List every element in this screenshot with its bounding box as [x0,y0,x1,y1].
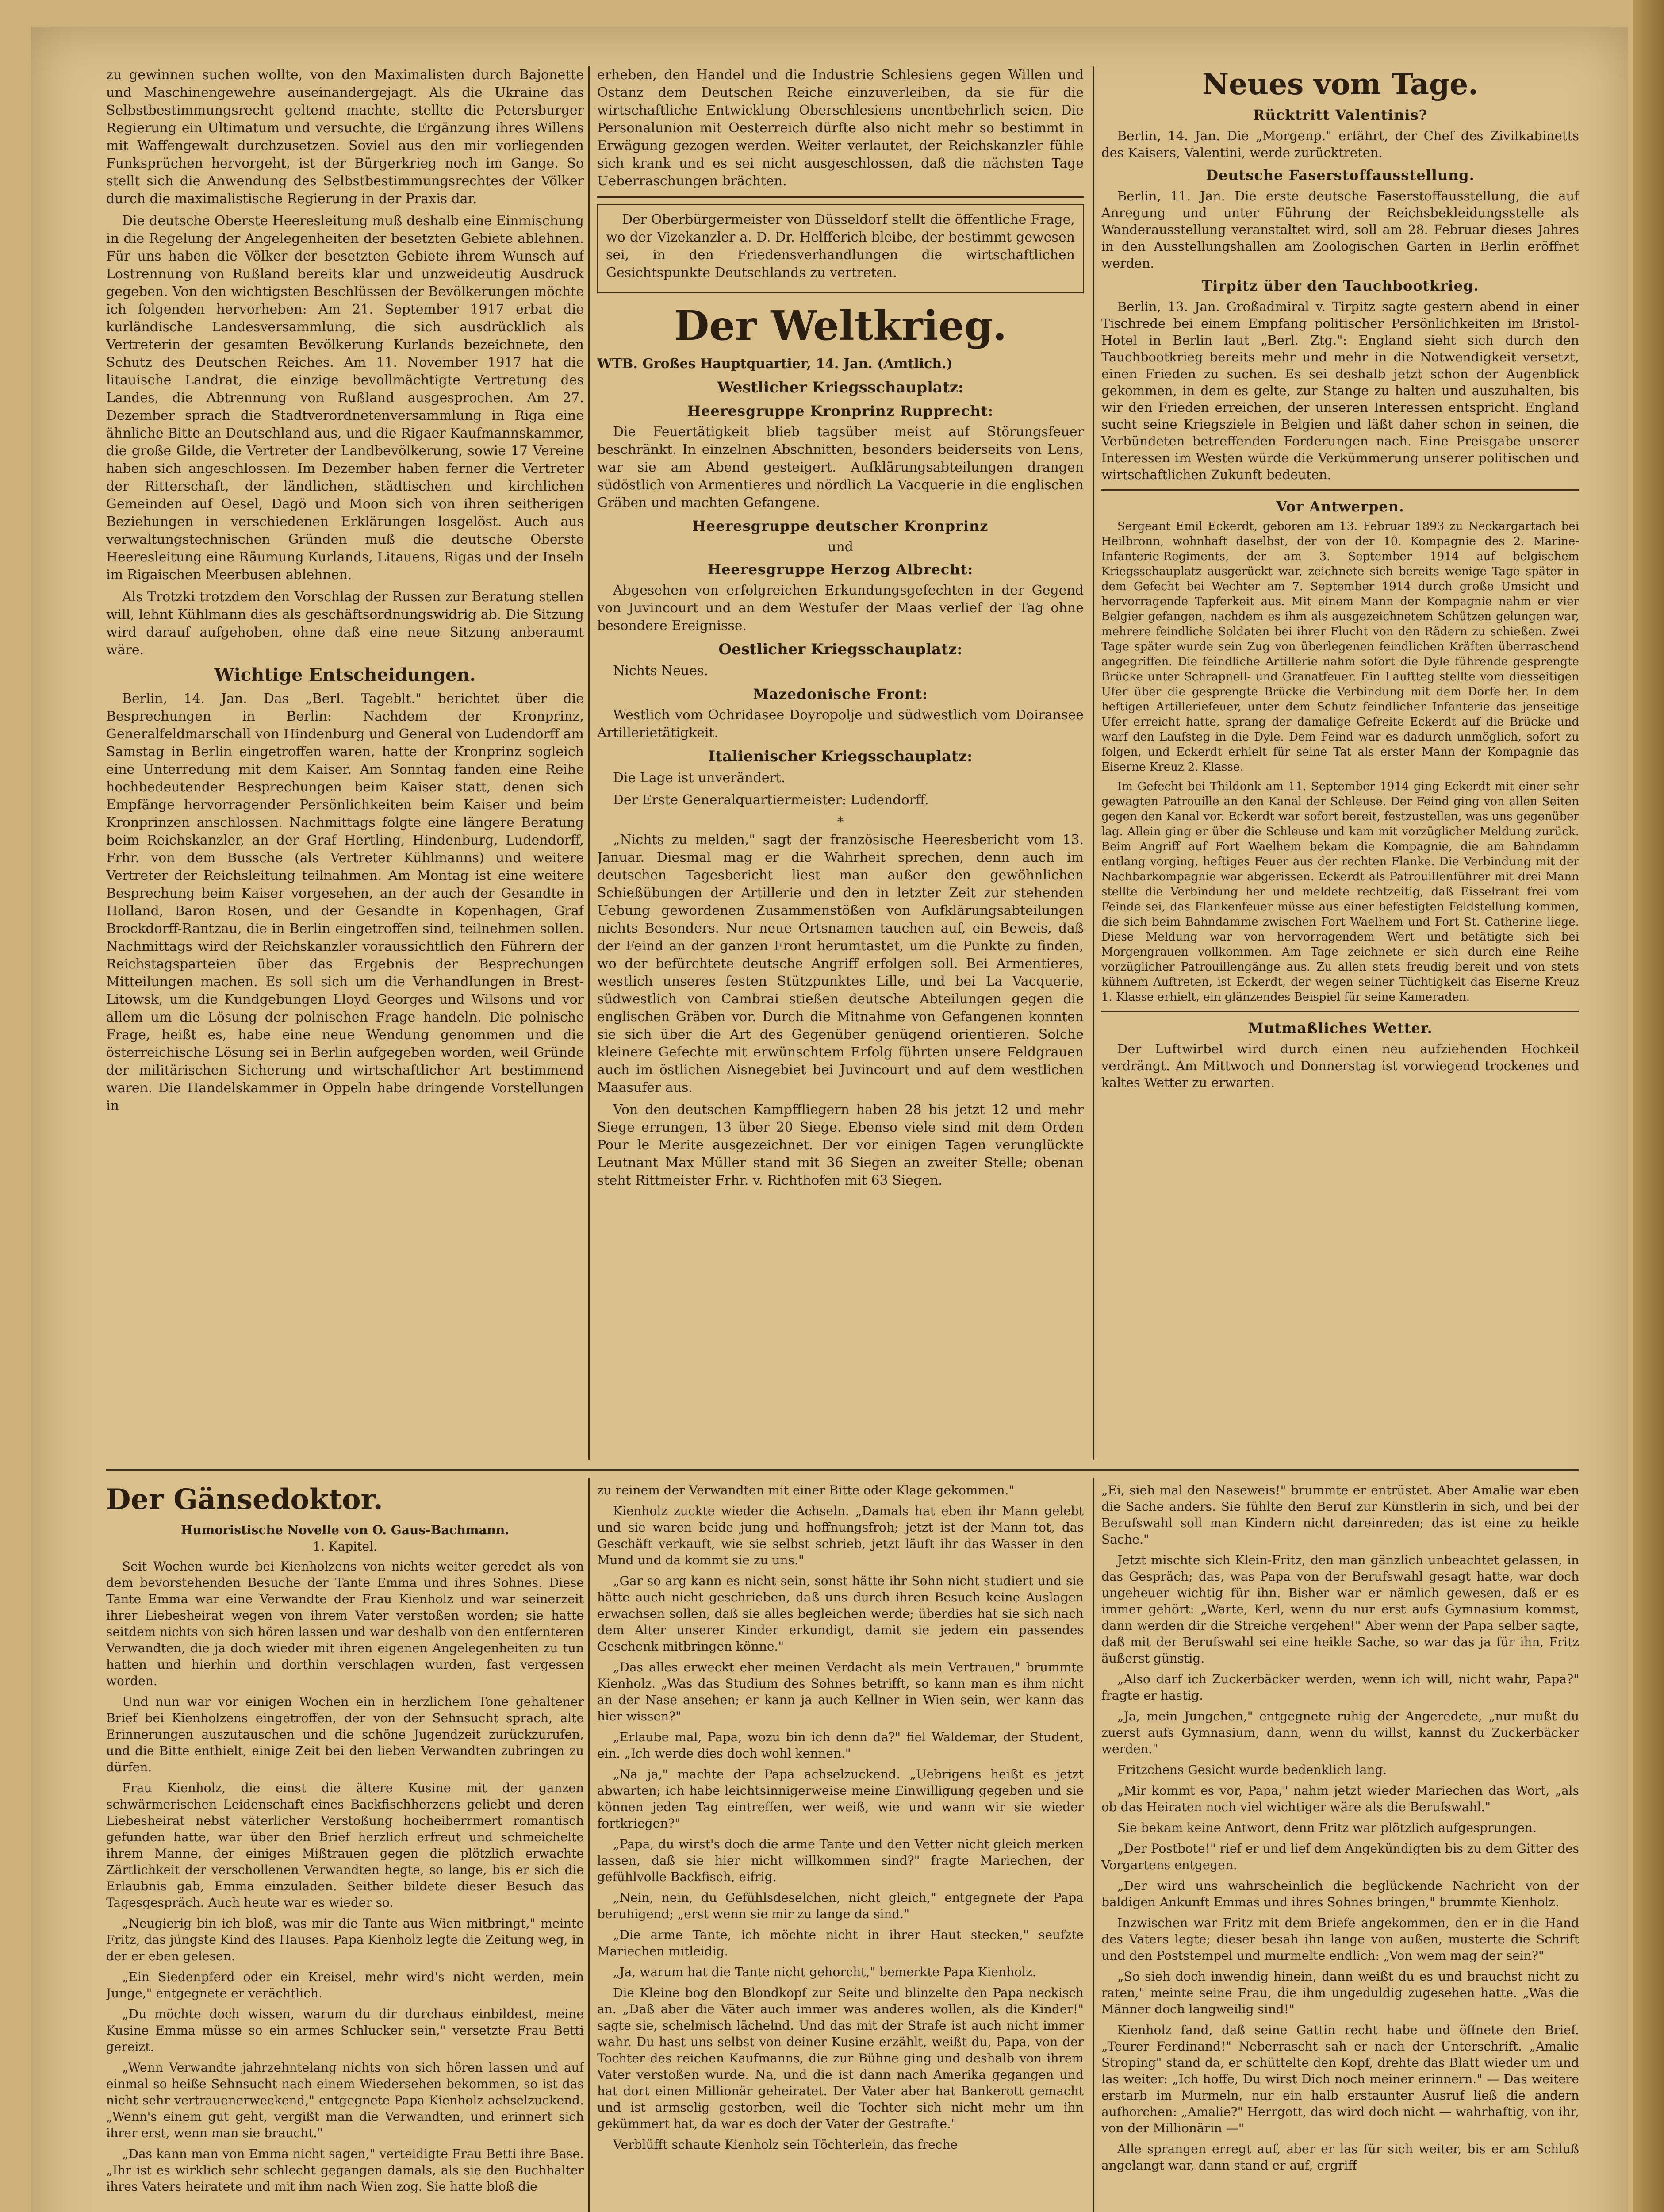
column-divider [1093,66,1094,1460]
rule [1101,1011,1579,1012]
article-heading: Tirpitz über den Tauchbootkrieg. [1201,277,1479,294]
paragraph: Kienholz zuckte wieder die Achseln. „Damals hat eben ihr Mann gelebt und sie waren beide jung und hoffnungsfroh; jetzt ist der Mann tot, das Geschäft verkauft, wie sie selbst schrieb, jetzt läuft ihr das Wasser in den Mund und da kommt sie zu uns." [597,1504,1084,1567]
paragraph: „So sieh doch inwendig hinein, dann weißt du es und brauchst nicht zu raten," meinte seine Frau, die ihm ungeduldig zugesehen hatte. „Was die Männer doch langweilig sind!" [1101,1969,1579,2016]
rule [1101,489,1579,491]
weltkrieg-title: Der Weltkrieg. [674,302,1007,349]
paragraph: Der Luftwirbel wird durch einen neu aufziehenden Hochkeil verdrängt. Am Mittwoch und Donnerstag ist vorwiegend trockenes und kaltes Wetter zu erwarten. [1101,1041,1579,1090]
paragraph: „Ja, mein Jungchen," entgegnete ruhig der Angeredete, „nur mußt du zuerst aufs Gymnasium, dann, wenn du willst, kannst du Zuckerbäcker werden." [1101,1709,1579,1756]
army-group-heading: Heeresgruppe Herzog Albrecht: [707,561,974,578]
column-divider [588,66,590,1460]
paragraph: Berlin, 14. Jan. Das „Berl. Tageblt." berichtet über die Besprechungen in Berlin: Nachdem der Kronprinz, Generalfeldmarschall von Hindenburg und General von Ludendorff am Samstag in Berlin eingetroffen waren, hatte der Kronprinz sogleich eine Unterredung mit dem Kaiser. Am Sonntag fanden eine Reihe hochbedeutender Besprechungen beim Kaiser statt, denen sich Empfänge hervorragender Persönlichkeiten beim Kaiser und beim Kronprinzen anschlossen. Nachmittags folgte eine längere Beratung beim Reichskanzler, an der Graf Hertling, Hindenburg, Ludendorff, Frhr. von dem Bussche (als Vertreter Kühlmanns) und weitere Vertreter der Reichsleitung teilnahmen. Am Montag ist eine weitere Besprechung beim Kaiser vorgesehen, an der auch der Gesandte in Holland, Baron Rosen, und der Gesandte in Kopenhagen, Graf Brockdorff-Rantzau, die in Berlin eingetroffen sind, teilnehmen sollen. Nachmittags wird der Reichskanzler voraussichtlich den Führern der Reichstagsparteien über das Ergebnis der Besprechungen Mitteilungen machen. Es soll sich um die Verhandlungen in Brest-Litowsk, um die Kundgebungen Lloyd Georges und Wilsons und vor allem um die Lösung der polnischen Frage handeln. Die polnische Frage, heißt es, habe eine neue Wendung genommen und die österreichische Lösung sei in Berlin aufgegeben worden, weil Gründe der militärischen Sicherung und wirtschaftlicher Art bestimmend waren. Die Handelskammer in Oppeln habe dringende Vorstellungen in [106,691,584,1114]
front-heading: Westlicher Kriegsschauplatz: [717,379,964,396]
paragraph: Und nun war vor einigen Wochen ein in herzlichem Tone gehaltener Brief bei Kienholzens eingetroffen, der von der Sehnsucht sprach, alte Erinnerungen auszutauschen und die schöne Jugendzeit zurückzurufen, und die Bitte enthielt, einige Zeit bei den lieben Verwandten zubringen zu dürfen. [106,1694,584,1774]
paragraph: „Gar so arg kann es nicht sein, sonst hätte ihr Sohn nicht studiert und sie hätte auch nicht geschrieben, daß uns durch ihren Besuch keine Auslagen erwachsen sollen, daß sie alles begleichen werde; überdies hat sie sich nach dem Alter unserer Kinder erkundigt, damit sie jedem ein passendes Geschenk mitbringen könne." [597,1574,1084,1654]
paragraph: „Mir kommt es vor, Papa," nahm jetzt wieder Mariechen das Wort, „als ob das Heiraten noch viel wichtiger wäre als die Berufswahl." [1101,1783,1579,1814]
signature: Der Erste Generalquartiermeister: Ludendorff. [613,792,929,808]
paragraph: Berlin, 14. Jan. Die „Morgenp." erfährt, der Chef des Zivilkabinetts des Kaisers, Valentini, werde zurücktreten. [1101,128,1579,160]
paragraph: Kienholz fand, daß seine Gattin recht habe und öffnete den Brief. „Teurer Ferdinand!" Neberrascht sah er nach der Unterschrift. „Amalie Stroping" stand da, er schüttelte den Kopf, drehte das Blatt wieder um und las weiter: „Ich hoffe, Du wirst Dich noch meiner erinnern." — Das weitere erstarb im Murmeln, nur ein halb erstaunter Ausruf ließ die andern aufhorchen: „Amalie?" Herrgott, das wird doch nicht — wahrhaftig, von ihr, von der Millionärin —" [1101,2023,1579,2135]
army-group-heading: Heeresgruppe Kronprinz Rupprecht: [687,403,994,419]
paragraph: Berlin, 11. Jan. Die erste deutsche Faserstoffausstellung, die auf Anregung und unter Führung der Reichsbekleidungsstelle als Wanderausstellung veranstaltet wird, soll am 28. Februar dieses Jahres in den Ausstellungshallen am Zoologischen Garten in Berlin eröffnet werden. [1101,188,1579,271]
novel-column-3 [1101,1482,1579,2212]
paragraph: Berlin, 13. Jan. Großadmiral v. Tirpitz sagte gestern abend in einer Tischrede bei einem Empfang politischer Persönlichkeiten im Bristol-Hotel in Berlin laut „Berl. Ztg.": England sieht sich durch den Tauchbootkrieg bereits mehr und mehr in die Notwendigkeit versetzt, einen Frieden zu suchen. Es sei deshalb jetzt schon der Augenblick gekommen, in dem es gelte, zur Stange zu halten und auszuhalten, bis wir den Frieden erreichen, der unseren Interessen entspricht. England sucht seine Kriegsziele in Belgien und läßt daher schon in seinen, die Verbündeten betreffenden Forderungen nach. Eine Preisgabe unserer Interessen im Westen würde die Verkümmerung unserer politischen und wirtschaftlichen Zukunft bedeuten. [1101,299,1579,482]
paragraph: Die Kleine bog den Blondkopf zur Seite und blinzelte den Papa neckisch an. „Daß aber die Väter auch immer was anderes wollen, als die Kinder!" sagte sie, schelmisch lächelnd. Und das mit der Strafe ist auch nicht immer wahr. Du hast uns selbst von deiner Kusine erzählt, weißt du, Papa, von der Tochter des reichen Kaufmanns, die zur Bühne ging und deshalb von ihrem Vater verstoßen wurde. Na, und die ist dann nach Amerika gegangen und hat dort einen Millionär geheiratet. Der Vater aber hat Bankerott gemacht und ist armselig gestorben, weil die Tochter sich nicht mehr um ihn gekümmert hat, da war es doch der Vater der Gestrafte." [597,1985,1084,2131]
novel-byline: Humoristische Novelle von O. Gaus-Bachmann. [180,1523,510,1537]
section-heading: Wichtige Entscheidungen. [214,664,476,685]
dateline: WTB. Großes Hauptquartier, 14. Jan. (Amtlich.) [597,356,953,372]
paragraph: „Der wird uns wahrscheinlich die beglückende Nachricht von der baldigen Ankunft Emmas und ihres Sohnes bringen," brummte Kienholz. [1101,1878,1579,1909]
novel-column-1 [106,1482,584,2212]
notice-box [597,204,1084,293]
paragraph: Die Lage ist unverändert. [613,770,786,786]
paragraph: Jetzt mischte sich Klein-Fritz, den man gänzlich unbeachtet gelassen, in das Gespräch; das, was Papa von der Berufswahl gesagt hatte, war doch ungeheuer wichtig für ihn. Bisher war er nämlich gewesen, daß er es immer gehört: „Warte, Kerl, wenn du nur erst aufs Gymnasium kommst, dann werden dir die Streiche vergehen!" Aber wenn der Papa selber sagte, daß mit der Berufswahl sei eine heikle Sache, so war das ja für ihn, Fritz äußerst günstig. [1101,1553,1579,1666]
paragraph: „Na ja," machte der Papa achselzuckend. „Uebrigens heißt es jetzt abwarten; ich habe leichtsinnigerweise meine Einwilligung gegeben und sie können jeden Tag eintreffen, wer weiß, wie und wann wir sie wieder fortkriegen?" [597,1767,1084,1831]
paragraph: „Erlaube mal, Papa, wozu bin ich denn da?" fiel Waldemar, der Student, ein. „Ich werde dies doch wohl kennen." [597,1730,1084,1761]
paragraph: zu reinem der Verwandten mit einer Bitte oder Klage gekommen." [597,1483,1015,1498]
paragraph: Verblüfft schaute Kienholz sein Töchterlein, das freche [613,2137,958,2152]
paragraph: „Neugierig bin ich bloß, was mir die Tante aus Wien mitbringt," meinte Fritz, das jüngste Kind des Hauses. Papa Kienholz legte die Zeitung weg, in der er eben gelesen. [106,1916,584,1963]
paragraph: Abgesehen von erfolgreichen Erkundungsgefechten in der Gegend von Juvincourt und an dem Westufer der Maas verlief der Tag ohne besondere Ereignisse. [597,583,1084,634]
separator-star: * [837,814,844,830]
paragraph: „Die arme Tante, ich möchte nicht in ihrer Haut stecken," seufzte Mariechen mitleidig. [597,1928,1084,1959]
paragraph: „Das alles erweckt eher meinen Verdacht als mein Vertrauen," brummte Kienholz. „Was das Studium des Sohnes betrifft, so kann man es ihm nicht an der Nase ansehen; er kann ja auch Kellner in Wien sein, wer kann das hier wissen?" [597,1660,1084,1724]
front-heading: Mazedonische Front: [753,686,928,703]
paragraph: „Der Postbote!" rief er und lief dem Angekündigten bis zu dem Gitter des Vorgartens entgegen. [1101,1841,1579,1872]
top-column-1 [106,66,584,1442]
page-edge [1633,0,1664,2212]
paragraph: Als Trotzki trotzdem den Vorschlag der Russen zur Beratung stellen will, lehnt Kühlmann dies als geschäftsordnungswidrig ab. Die Sitzung wird darauf aufgehoben, ohne daß eine neue Sitzung anberaumt wäre. [106,589,584,658]
top-column-3 [1101,66,1579,1460]
paragraph: Von den deutschen Kampffliegern haben 28 bis jetzt 12 und mehr Siege errungen, 13 über 20 Siege. Ebenso viele sind mit dem Orden Pour le Merite ausgezeichnet. Der vor einigen Tagen verunglückte Leutnant Max Müller stand mit 36 Siegen an zweiter Stelle; obenan steht Rittmeister Frhr. v. Richthofen mit 63 Siegen. [597,1102,1084,1188]
paragraph: „Nichts zu melden," sagt der französische Heeresbericht vom 13. Januar. Diesmal mag er die Wahrheit sprechen, denn auch im deutschen Tagesbericht liest man außer den gewöhnlichen Schießübungen der Artillerie und den in letzter Zeit zur stehenden Uebung gewordenen Zusammenstößen von Aufklärungsabteilungen nichts Besonders. Nur neue Ortsnamen tauchen auf, ein Beweis, daß der Feind an der ganzen Front herumtastet, um die Punkte zu finden, wo der befürchtete deutsche Angriff erfolgen soll. Bei Armentieres, westlich unseres festen Stützpunktes Lille, und bei La Vacquerie, südwestlich von Cambrai stießen deutsche Abteilungen gegen die englischen Gräben vor. Durch die Mitnahme von Gefangenen konnten sie sich über die Art des Gegenüber genügend orientieren. Solche kleinere Gefechte mit erwünschtem Erfolg führten unsere Feldgrauen auch im östlichen Aisnegebiet bei Juvincourt und auf dem westlichen Maasufer aus. [597,832,1084,1095]
paragraph: Die Feuertätigkeit blieb tagsüber meist auf Störungsfeuer beschränkt. In einzelnen Abschnitten, besonders beiderseits von Lens, war sie am Abend gesteigert. Aufklärungsabteilungen drangen südöstlich von Armentieres und nördlich La Vacquerie in die englischen Gräben und machten Gefangene. [597,424,1084,511]
conjunction: und [828,539,853,555]
top-column-2 [597,66,1084,1460]
army-group-heading: Heeresgruppe deutscher Kronprinz [692,518,989,534]
paragraph: Frau Kienholz, die einst die ältere Kusine mit der ganzen schwärmerischen Leidenschaft eines Backfischherzens geliebt und deren Liebesheirat nebst väterlicher Verstoßung hocheiberrmert romantisch gefunden hatte, war über den Brief herzlich erfreut und schmeichelte ihrem Manne, der einiges Mißtrauen gegen die plötzlich erwachte Zärtlichkeit der verschollenen Verwandten hegte, so lange, bis er sich die Erlaubnis gab, Emma einzuladen. Seither bildete dieser Besuch das Tagesgespräch. Auch heute war es wieder so. [106,1781,584,1910]
front-heading: Oestlicher Kriegsschauplatz: [718,641,962,658]
paragraph: „Du möchte doch wissen, warum du dir durchaus einbildest, meine Kusine Emma müsse so ein armes Schlucker sein," versetzte Frau Betti gereizt. [106,2007,584,2054]
paragraph: Sergeant Emil Eckerdt, geboren am 13. Februar 1893 zu Neckargartach bei Heilbronn, wohnhaft daselbst, der von der 10. Kompagnie des 2. Marine-Infanterie-Regiments, der am 3. September 1914 auf belgischem Kriegsschauplatz ausgerückt war, zeichnete sich bereits wenige Tage später in dem Gefecht bei Wechter am 7. September 1914 durch große Umsicht und hervorragende Tapferkeit aus. Mit einem Mann der Kompagnie nahm er vier Belgier gefangen, nachdem es ihm als ausgezeichnetem Schützen gelungen war, mehrere feindliche Soldaten bei ihrer Flucht von den Rädern zu schießen. Zwei Tage später wurde sein Zug von überlegenen feindlichen Kräften überraschend angegriffen. Die feindliche Artillerie nahm sofort die Dyle führende gesprengte Brücke unter Schrapnell- und Granatfeuer. Ein Lauftteg stellte vom diesseitigen Ufer über die gesprengte Brücke die Verbindung mit dem Dorfe her. In dem heftigen Artilleriefeuer, unter dem Schutz feindlicher Infanterie das jenseitige Ufer erreicht hatte, sprang der damalige Gefreite Eckerdt auf die Brücke und warf den Laufsteg in die Dyle. Dem Feind war es dadurch unmöglich, sofort zu folgen, und Eckerdt erhielt für seine Tat als erster Mann der Kompagnie das Eiserne Kreuz 2. Klasse. [1101,520,1579,774]
novel-title: Der Gänsedoktor. [106,1483,383,1516]
paragraph: Sie bekam keine Antwort, denn Fritz war plötzlich aufgesprungen. [1117,1820,1537,1835]
front-heading: Italienischer Kriegsschauplatz: [708,748,973,765]
paragraph: Alle sprangen erregt auf, aber er las für sich weiter, bis er am Schluß angelangt war, dann stand er auf, ergriff [1101,2142,1579,2173]
paragraph: „Ja, warum hat die Tante nicht gehorcht," bemerkte Papa Kienholz. [613,1965,1036,1979]
section-divider [106,1469,1579,1471]
novel-chapter: 1. Kapitel. [313,1539,377,1554]
paragraph: Inzwischen war Fritz mit dem Briefe angekommen, den er in die Hand des Vaters legte; dieser besah ihn lange von außen, musterte die Schrift und den Poststempel und murmelte endlich: „Von wem mag der sein?" [1101,1916,1579,1963]
paragraph: zu gewinnen suchen wollte, von den Maximalisten durch Bajonette und Maschinengewehre auseinandergejagt. Als die Ukraine das Selbstbestimmungsrecht geltend machte, stellte die Petersburger Regierung ein Ultimatum und versuchte, die Ergänzung ihres Willens mit Waffengewalt durchzusetzen. Soviel aus den mir vorliegenden Funksprüchen hervorgeht, ist der Bürgerkrieg noch im Gange. So stellt sich die Anwendung des Selbstbestimmungsrechtes der Völker durch die maximalistische Regierung in der Praxis dar. [106,67,584,207]
column-divider [1093,1478,1094,2212]
paragraph: „Papa, du wirst's doch die arme Tante und den Vetter nicht gleich merken lassen, daß sie hier nicht willkommen sind?" fragte Mariechen, der gefühlvolle Backfisch, eifrig. [597,1837,1084,1884]
paragraph: „Wenn Verwandte jahrzehntelang nichts von sich hören lassen und auf einmal so heiße Sehnsucht nach einem Wiedersehen bekommen, so ist das nicht sehr vertrauenerweckend," entgegnete Papa Kienholz achselzuckend. „Wenn's einem gut geht, vergißt man die Verwandten, und erinnert sich ihrer erst, wenn man sie braucht." [106,2060,584,2140]
paragraph: Die deutsche Oberste Heeresleitung muß deshalb eine Einmischung in die Regelung der Angelegenheiten der besetzten Gebiete ablehnen. Für uns haben die Völker der besetzten Gebiete ihrem Wunsch auf Lostrennung von Rußland bereits klar und unzweideutig Ausdruck gegeben. Von den wichtigsten Beschlüssen der Bevölkerungen möchte ich folgenden hervorheben: Am 21. September 1917 erbat die kurländische Landesversammlung, die sich ausdrücklich als Vertreterin der gesamten Bevölkerung Kurlands bezeichnete, den Schutz des Deutschen Reiches. Am 11. November 1917 hat die litauische Landrat, die einzige bevollmächtigte Vertretung des Landes, die Abtrennung von Rußland ausgesprochen. Am 27. Dezember sprach die Stadtverordnetenversammlung in Riga eine ähnliche Bitte an Deutschland aus, und die Rigaer Kaufmannskammer, die große Gilde, die Vertreter der Landbevölkerung, sowie 17 Vereine haben sich angeschlossen. Im Dezember haben ferner die Vertreter der Ritterschaft, der ländlichen, städtischen und kirchlichen Gemeinden auf Oesel, Dagö und Moon sich von ihren seitherigen Beziehungen in verschiedenen Erklärungen losgelöst. Auch aus verwaltungstechnischen Gründen muß die deutsche Oberste Heeresleitung eine Räumung Kurlands, Litauens, Rigas und der Inseln im Rigaischen Meerbusen ablehnen. [106,213,584,583]
paragraph: „Nein, nein, du Gefühlsdeselchen, nicht gleich," entgegnete der Papa beruhigend; „erst wenn sie mir zu lange da sind." [597,1890,1084,1921]
column-divider [588,1478,590,2212]
paragraph: erheben, den Handel und die Industrie Schlesiens gegen Willen und Ostanz dem Deutschen Reiche einzuverleiben, da sie für die wirtschaftliche Entwicklung Oberschlesiens unentbehrlich seien. Die Personalunion mit Oesterreich dürfte also nicht mehr so bestimmt in Erwägung gezogen werden. Weiter verlautet, der Reichskanzler fühle sich krank und es sei nicht ausgeschlossen, daß die nächsten Tage Ueberraschungen brächten. [597,67,1084,189]
paragraph: Nichts Neues. [613,663,708,679]
paragraph: „Ei, sieh mal den Naseweis!" brummte er entrüstet. Aber Amalie war eben die Sache anders. Sie fühlte den Beruf zur Künstlerin in sich, und bei der Berufswahl soll man Kindern nicht dareinreden; das ist eine zu heikle Sache." [1101,1483,1579,1547]
notice-text: Der Oberbürgermeister von Düsseldorf stellt die öffentliche Frage, wo der Vizekanzler a. D. Dr. Helfferich bleibe, der bestimmt gewesen sei, in den Friedensverhandlungen die wirtschaftlichen Gesichtspunkte Deutschlands zu vertreten. [606,212,1075,280]
neues-vom-tage-title: Neues vom Tage. [1202,67,1479,101]
paragraph: „Also darf ich Zuckerbäcker werden, wenn ich will, nicht wahr, Papa?" fragte er hastig. [1101,1672,1579,1703]
novel-column-2 [597,1482,1084,2212]
paragraph: Fritzchens Gesicht wurde bedenklich lang. [1117,1763,1387,1777]
rule [597,196,1084,198]
paragraph: Seit Wochen wurde bei Kienholzens von nichts weiter geredet als von dem bevorstehenden Besuche der Tante Emma und ihres Sohnes. Diese Tante Emma war eine Verwandte der Frau Kienholz und war seinerzeit ihrer Liebesheirat wegen von ihrem Vater verstoßen worden; sie hatte seitdem nichts von sich hören lassen und war deshalb von den entfernteren Verwandten, die ja doch wieder mit ihren eigenen Angelegenheiten zu tun hatten und hierhin und dorthin verschlagen wurden, fast vergessen worden. [106,1559,584,1688]
paragraph: Westlich vom Ochridasee Doyropolje und südwestlich vom Doiransee Artillerietätigkeit. [597,707,1084,741]
article-heading: Rücktritt Valentinis? [1253,107,1428,123]
article-heading: Deutsche Faserstoffausstellung. [1206,167,1475,184]
paragraph: Im Gefecht bei Thildonk am 11. September 1914 ging Eckerdt mit einer sehr gewagten Patrouille an den Kanal der Schleuse. Der Feind ging von allen Seiten gegen den Kanal vor. Eckerdt war sofort bereit, festzustellen, was uns gegenüber lag. Allein ging er über die Schleuse und kam mit vorzüglicher Meldung zurück. Beim Angriff auf Fort Waelhem bekam die Kompagnie, die am Bahndamm entlang vorging, heftiges Feuer aus der rechten Flanke. Die Verbindung mit der Nachbarkompagnie war abgerissen. Eckerdt als Patrouillenführer mit drei Mann stellte die Verbindung her und meldete rechtzeitig, daß Eisselrant frei vom Feinde sei, das Flankenfeuer müsse aus einer befestigten Feldstellung kommen, die sich beim Bahndamme zwischen Fort Waelhem und Fort St. Catherine liege. Diese Meldung war von hervorragendem Wert und betätigte sich bei Morgengrauen vollkommen. Am Tage zeichnete er sich durch eine Reihe vorzüglicher Patrouillengänge aus. Zu allen stets freudig bereit und von stets kühnem Auftreten, ist Eckerdt, der wegen seiner Tüchtigkeit das Eiserne Kreuz 1. Klasse erhielt, ein glänzendes Beispiel für seine Kameraden. [1101,780,1579,1004]
article-heading: Vor Antwerpen. [1276,498,1404,515]
paragraph: „Ein Siedenpferd oder ein Kreisel, mehr wird's nicht werden, mein Junge," entgegnete er verächtlich. [106,1970,584,2001]
paragraph: „Das kann man von Emma nicht sagen," verteidigte Frau Betti ihre Base. „Ihr ist es wirklich sehr schlecht gegangen damals, als sie den Buchhalter ihres Vaters heiratete und mit ihm nach Wien zog. Sie hatte bloß die [106,2147,584,2194]
article-heading: Mutmaßliches Wetter. [1248,1020,1433,1037]
